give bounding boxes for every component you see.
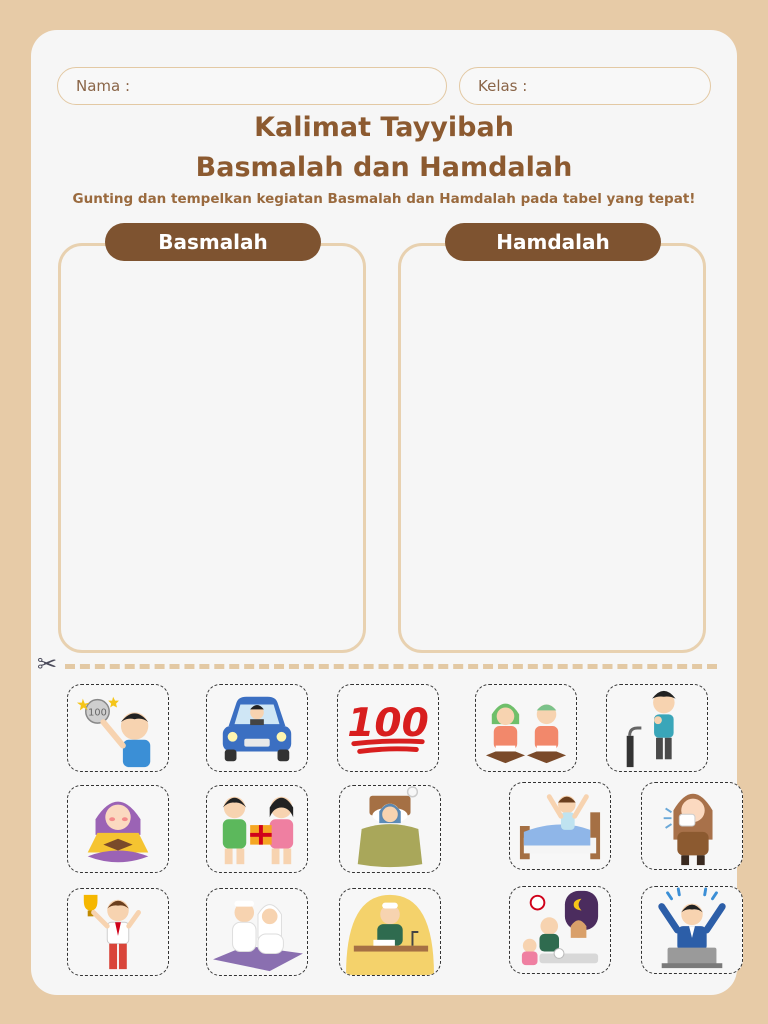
couple-praying-on-mat-icon	[207, 889, 307, 975]
girl-reading-quran-icon	[68, 786, 168, 872]
card-children-reading-quran[interactable]	[475, 684, 577, 772]
title-line-1: Kalimat Tayyibah	[254, 112, 514, 143]
kelas-label: Kelas :	[478, 77, 528, 95]
hamdalah-drop-box[interactable]	[398, 243, 706, 653]
card-boy-waking-up[interactable]	[509, 782, 611, 870]
family-eating-meal-icon	[510, 887, 610, 973]
card-man-celebrating-at-laptop[interactable]	[641, 886, 743, 974]
card-man-driving-car[interactable]	[206, 684, 308, 772]
instruction-text: Gunting dan tempelkan kegiatan Basmalah dan Hamdalah pada tabel yang tepat!	[72, 191, 696, 207]
nama-label: Nama :	[76, 77, 131, 95]
basmalah-header: Basmalah	[105, 223, 321, 261]
nama-field[interactable]	[57, 67, 447, 105]
girls-giving-gift-icon	[207, 786, 307, 872]
card-child-praying-in-bed[interactable]	[339, 785, 441, 873]
child-praying-in-bed-icon	[340, 786, 440, 872]
boy-praying-at-tap-icon	[607, 685, 707, 771]
card-boy-praying-at-tap[interactable]	[606, 684, 708, 772]
title-line-2: Basmalah dan Hamdalah	[195, 152, 573, 183]
card-girl-reading-quran[interactable]	[67, 785, 169, 873]
worksheet	[31, 30, 737, 995]
card-boy-with-100-coin[interactable]	[67, 684, 169, 772]
card-hundred-points[interactable]	[337, 684, 439, 772]
man-studying-at-desk-icon	[340, 889, 440, 975]
svg-text:100: 100	[347, 700, 429, 746]
children-reading-quran-icon	[476, 685, 576, 771]
svg-text:100: 100	[88, 707, 107, 719]
card-boy-holding-trophy[interactable]	[67, 888, 169, 976]
boy-with-100-coin-icon	[68, 685, 168, 771]
cut-line	[65, 664, 717, 669]
man-driving-car-icon	[207, 685, 307, 771]
card-woman-sneezing[interactable]	[641, 782, 743, 870]
hundred-points-icon	[338, 685, 438, 771]
kelas-field[interactable]	[459, 67, 711, 105]
card-family-eating-meal[interactable]	[509, 886, 611, 974]
card-girls-giving-gift[interactable]	[206, 785, 308, 873]
man-celebrating-at-laptop-icon	[642, 887, 742, 973]
boy-holding-trophy-icon	[68, 889, 168, 975]
hamdalah-header: Hamdalah	[445, 223, 661, 261]
basmalah-drop-box[interactable]	[58, 243, 366, 653]
scissors-icon: ✂	[37, 650, 58, 678]
card-man-studying-at-desk[interactable]	[339, 888, 441, 976]
woman-sneezing-icon	[642, 783, 742, 869]
boy-waking-up-icon	[510, 783, 610, 869]
card-couple-praying-on-mat[interactable]	[206, 888, 308, 976]
